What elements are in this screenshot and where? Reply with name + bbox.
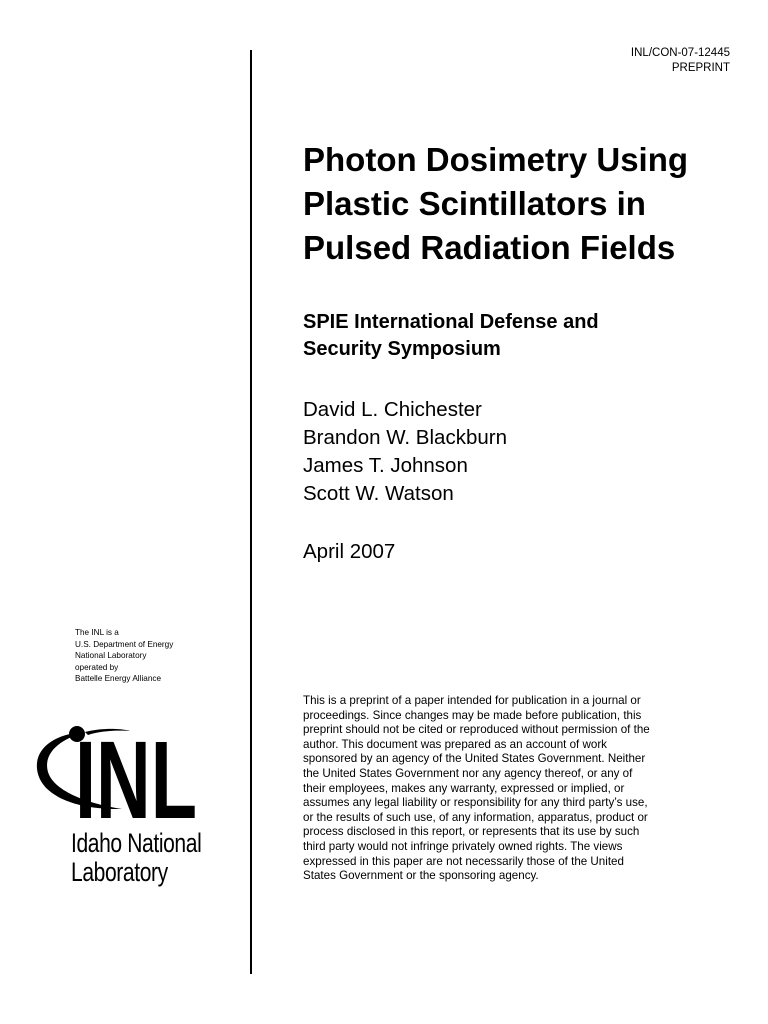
inl-statement-line: operated by (75, 662, 119, 672)
preprint-label: PREPRINT (671, 62, 730, 74)
disclaimer-line: third party would not infringe privately owned rights. The views (303, 839, 623, 853)
disclaimer-line: preprint should not be cited or reproduced without permission of the (303, 723, 650, 737)
disclaimer-line: This is a preprint of a paper intended for publication in a journal or (303, 694, 641, 707)
title-line: Pulsed Radiation Fields (303, 229, 676, 266)
disclaimer-text (303, 694, 713, 884)
lab-name (71, 829, 201, 887)
author-list (303, 396, 507, 508)
title-line: Plastic Scintillators in (303, 185, 646, 222)
conference-line: Security Symposium (303, 338, 501, 360)
publication-date: April 2007 (303, 540, 396, 563)
lab-name-line: Laboratory (71, 857, 168, 887)
disclaimer-line: the United States Government nor any agency thereof, or any of (303, 766, 633, 780)
disclaimer-line: author. This document was prepared as an account of work (303, 737, 607, 751)
disclaimer-line: States Government or the sponsoring agency. (303, 869, 539, 883)
author: Brandon W. Blackburn (303, 426, 507, 449)
author: Scott W. Watson (303, 482, 454, 505)
lab-name-line: Idaho National (71, 828, 202, 858)
author: David L. Chichester (303, 398, 482, 421)
report-number-block (631, 46, 730, 76)
inl-statement-line: The INL is a (75, 628, 119, 637)
report-number: INL/CON-07-12445 (630, 47, 730, 59)
inl-wordmark: INL (75, 719, 197, 842)
disclaimer-line: sponsored by an agency of the United States Government. Neither (303, 752, 646, 766)
inl-statement-line: Battelle Energy Alliance (75, 674, 162, 683)
disclaimer-line: assumes any legal liability or responsibility for any third party’s use, (303, 796, 648, 810)
conference-name (303, 309, 743, 363)
vertical-divider (250, 50, 252, 974)
inl-statement (75, 627, 173, 685)
disclaimer-line: their employees, makes any warranty, expressed or implied, or (303, 781, 625, 795)
title-line: Photon Dosimetry Using (303, 141, 689, 178)
disclaimer-line: proceedings. Since changes may be made before publication, this (303, 708, 642, 722)
author: James T. Johnson (303, 454, 468, 477)
disclaimer-line: or the results of such use, of any information, apparatus, product or (303, 810, 648, 824)
disclaimer-line: expressed in this paper are not necessarily those of the United (303, 854, 624, 868)
inl-statement-line: U.S. Department of Energy (75, 639, 174, 649)
disclaimer-line: process disclosed in this report, or represents that its use by such (303, 825, 640, 839)
paper-title (303, 138, 743, 270)
conference-line: SPIE International Defense and (303, 311, 599, 333)
inl-statement-line: National Laboratory (75, 651, 147, 660)
